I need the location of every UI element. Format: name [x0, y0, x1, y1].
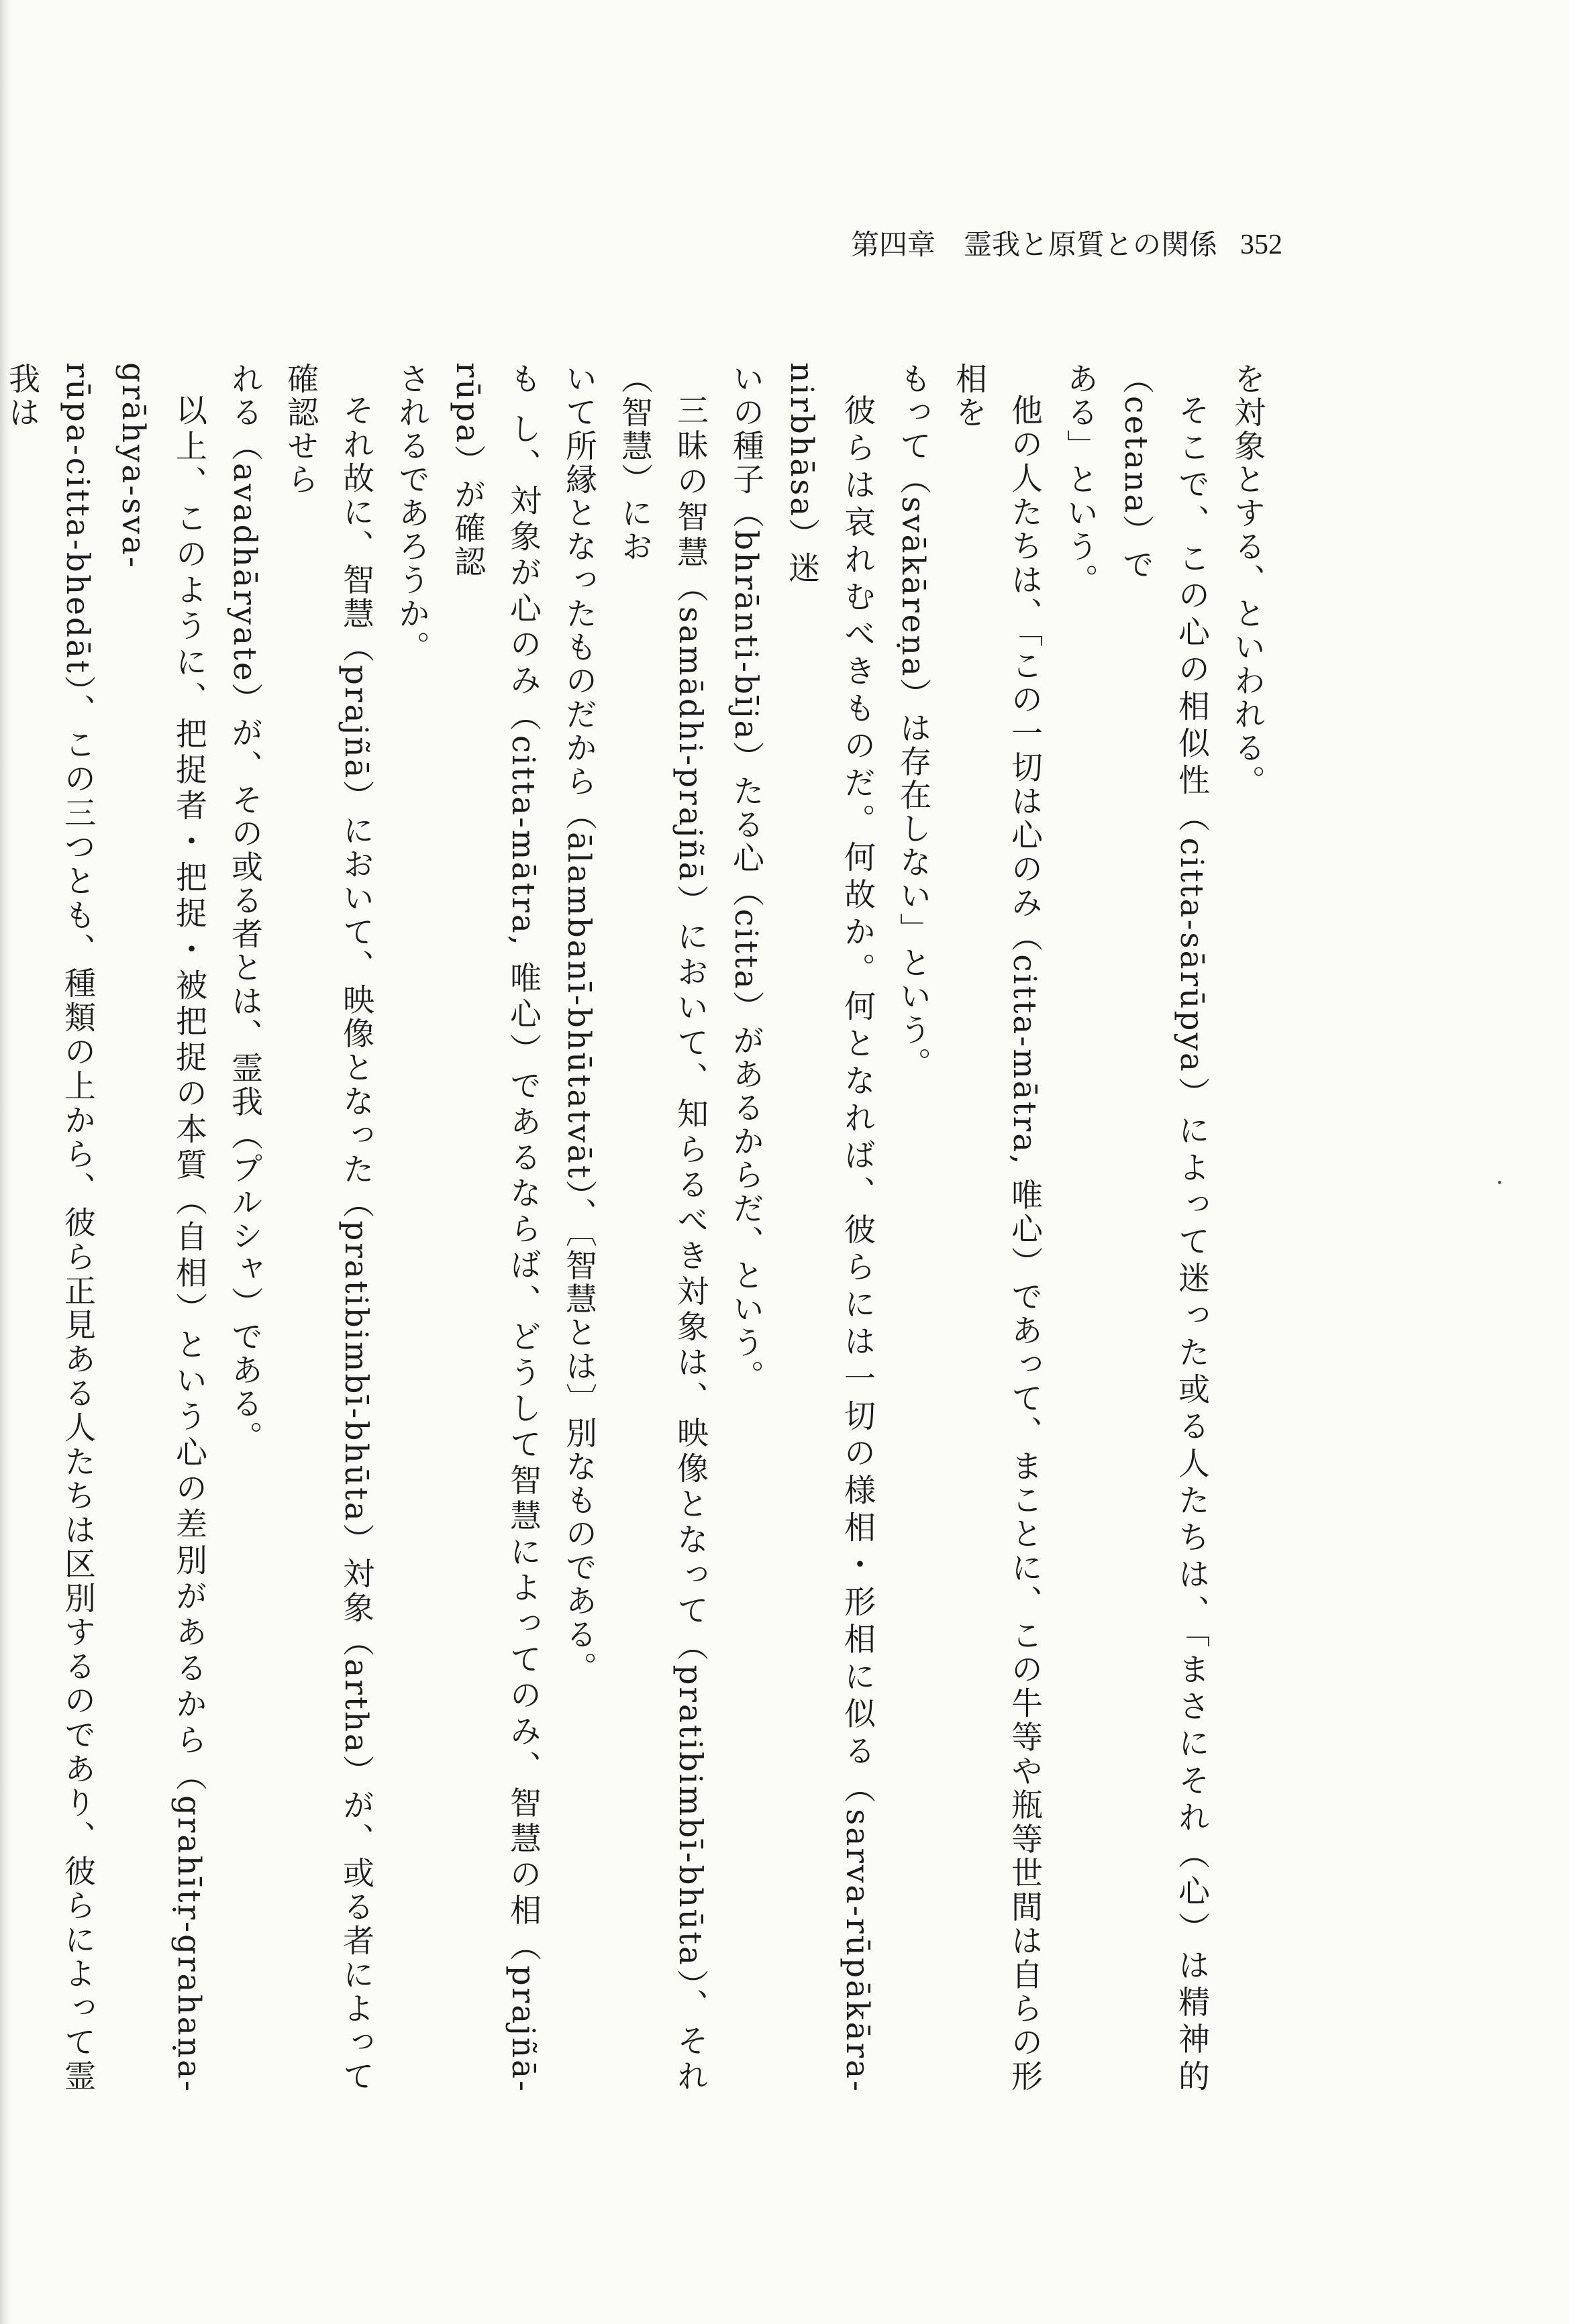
page-number: 352	[1240, 229, 1282, 260]
text-line: ある」という。	[1062, 362, 1099, 597]
running-header	[851, 221, 1321, 268]
paragraph: 彼らは哀れむべきものだ。何故か。何となれば、彼らには一切の様相・形相に似る（sarva-rūpākāra-nirbhāsa）迷	[783, 362, 876, 2093]
text-line: もって（svākāreṇa）は存在しない」という。	[895, 362, 931, 1081]
paragraph: それ故に、智慧（prajñā）において、映像となった（pratibimbī-bhūta）対象（artha）が、或る者によって確認せら	[282, 362, 374, 2093]
vertical-body-text	[3, 362, 1275, 2094]
text-line: rūpa-citta-bhedāt）、この三つとも、種類の上から、彼ら正見ある人たちは区別するのであり、彼らによって霊我は	[3, 362, 96, 2094]
paragraph: 他の人たちは、「この一切は心のみ（citta-mātra, 唯心）であって、まことに、この牛等や瓶等世間は自らの形相を	[950, 362, 1043, 2093]
paragraph: 以上、このように、把捉者・把捉・被把捉の本質（自相）という心の差別があるから（grahītṛ-grahaṇa-grāhya-sva-	[115, 362, 207, 2093]
text-line: いて所縁となったものだから（ālambanī-bhūtatvāt）、〔智慧とは〕別なものである。	[560, 362, 597, 1685]
text-line: も し、対象が心のみ（citta-mātra, 唯心）であるならば、どうして智慧によってのみ、智慧の相（prajñā-rūpa）が確認	[449, 362, 542, 2093]
text-line: されるであろうか。	[393, 362, 430, 664]
print-speck	[1498, 1181, 1501, 1184]
text-line-start: を対象とする、といわれる。	[1229, 362, 1266, 798]
paragraph: 三昧の智慧（samādhi-prajñā）において、知らるべき対象は、映像となって（pratibimbī-bhūta）、それ（智慧）にお	[616, 362, 709, 2093]
text-line: れる（avadhāryate）が、その或る者とは、霊我（プルシャ）である。	[226, 362, 263, 1455]
chapter-title: 第四章 霊我と原質との関係	[851, 228, 1218, 261]
text-line: いの種子（bhrānti-bīja）たる心（citta）があるからだ、という。	[727, 362, 764, 1393]
paragraph: そこで、この心の相似性（citta-sārūpya）によって迷った或る人たちは、「まさにそれ（心）は精神的（cetana）で	[1117, 362, 1210, 2093]
